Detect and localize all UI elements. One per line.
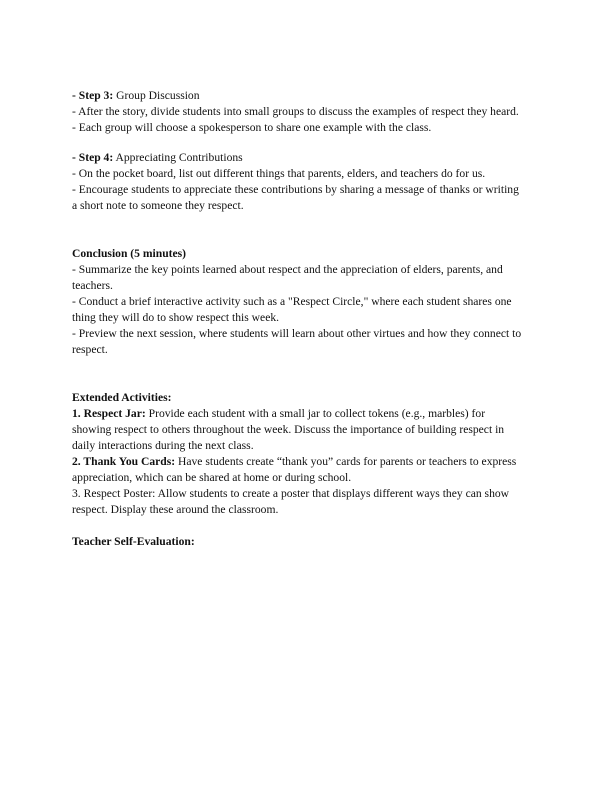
step-label: - Step 3: (72, 89, 114, 102)
activity-label: 2. Thank You Cards: (72, 455, 176, 468)
text-line: - Encourage students to appreciate these contributions by sharing a message of thanks or writing (72, 183, 519, 196)
text-line: a short note to someone they respect. (72, 199, 244, 212)
evaluation-section (72, 534, 552, 550)
step-label: - Step 4: (72, 151, 114, 164)
step-title: Appreciating Contributions (113, 151, 243, 164)
conclusion-heading: Conclusion (5 minutes) (72, 247, 187, 260)
text-line: showing respect to others throughout the week. Discuss the importance of building respect in (72, 423, 505, 436)
activity-text: Provide each student with a small jar to collect tokens (e.g., marbles) for (145, 407, 486, 420)
extended-activities-section (72, 390, 552, 518)
extended-activities-heading: Extended Activities: (72, 391, 172, 404)
step-4-heading (72, 150, 552, 166)
step-title: Group Discussion (113, 89, 200, 102)
step-3-heading (72, 88, 552, 104)
activity-item-1 (72, 406, 552, 422)
text-line: teachers. (72, 279, 113, 292)
step-4-section (72, 150, 552, 214)
activity-item-3: 3. Respect Poster: Allow students to create a poster that displays different ways they can show (72, 487, 510, 500)
text-line: respect. Display these around the classroom. (72, 503, 279, 516)
text-line: appreciation, which can be shared at home or during school. (72, 471, 352, 484)
step-3-section (72, 88, 552, 136)
text-line: - After the story, divide students into small groups to discuss the examples of respect they heard. (72, 105, 519, 118)
activity-label: 1. Respect Jar: (72, 407, 146, 420)
text-line: - Each group will choose a spokesperson to share one example with the class. (72, 121, 432, 134)
text-line: - Conduct a brief interactive activity such as a "Respect Circle," where each student shares one (72, 295, 512, 308)
activity-text: Have students create “thank you” cards for parents or teachers to express (175, 455, 517, 468)
conclusion-section (72, 246, 552, 358)
teacher-self-evaluation-heading: Teacher Self-Evaluation: (72, 535, 195, 548)
text-line: - Summarize the key points learned about respect and the appreciation of elders, parents, and (72, 263, 503, 276)
text-line: respect. (72, 343, 108, 356)
text-line: thing they will do to show respect this week. (72, 311, 280, 324)
text-line: daily interactions during the next class. (72, 439, 254, 452)
text-line: - Preview the next session, where students will learn about other virtues and how they connect to (72, 327, 522, 340)
activity-item-2 (72, 454, 552, 470)
text-line: - On the pocket board, list out different things that parents, elders, and teachers do for us. (72, 167, 486, 180)
